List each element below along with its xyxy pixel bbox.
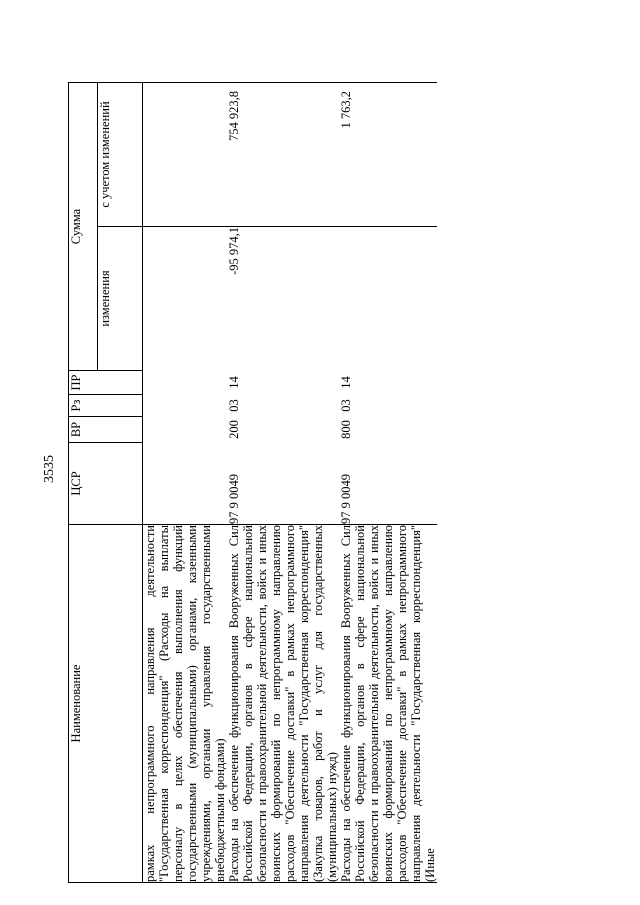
budget-table — [68, 82, 437, 883]
row-vr — [143, 417, 228, 443]
header-change: изменения — [98, 227, 143, 371]
row-name: Расходы на обеспечение функционирования Вооруженных Сил Российской Федерации, органов в сфере национальной безопасности и правоохранительной деятельности, войск и иных воинских формирований по непрограммному направлению расходов "Обеспечение доставки" в рамках непрограммного направления деятельности "Государственная корреспонденция" (Закупка товаров, работ и услуг для государственных (муниципальных) нужд) — [227, 525, 339, 882]
header-sum: Сумма — [69, 83, 98, 371]
table-row — [227, 83, 339, 883]
row-change: -95 974,1 — [227, 227, 339, 371]
row-pr: 14 — [339, 376, 353, 389]
row-name: Расходы на обеспечение функционирования Вооруженных Сил Российской Федерации, органов в сфере национальной безопасности и правоохранительной деятельности, войск и иных воинских формирований по непрограммному направлению расходов "Обеспечение доставки" в рамках непрограммного направления деятельности "Государственная корреспонденция" (Иные — [339, 525, 437, 882]
row-rz: 03 — [339, 399, 353, 412]
row-csr: 97 9 0049 — [339, 474, 353, 524]
row-total: 1 763,2 — [339, 83, 437, 227]
header-pr: ПР — [69, 371, 143, 395]
row-csr — [143, 443, 228, 525]
row-change — [339, 227, 437, 371]
table-row — [339, 83, 437, 883]
row-pr: 14 — [227, 376, 241, 389]
header-rz: Рз — [69, 395, 143, 417]
header-with-change: с учетом изменений — [98, 83, 143, 227]
row-name: рамках непрограммного направления деятельности "Государственная корреспонденция" (Расходы на выплаты персоналу в целях обеспечения выполнения функций государственными (муниципальными) органами, казенными учреждениями, органами управления государственными внебюджетными фондами) — [143, 525, 227, 882]
rotated-page — [68, 83, 598, 883]
row-total — [143, 83, 228, 227]
row-change — [143, 227, 228, 371]
row-vr: 200 — [227, 420, 241, 439]
header-name: Наименование — [69, 525, 143, 883]
row-total: 754 923,8 — [227, 83, 339, 227]
header-vr: ВР — [69, 417, 143, 443]
header-csr: ЦСР — [69, 443, 143, 525]
row-rz — [143, 395, 228, 417]
page-number: 3535 — [42, 455, 57, 483]
row-csr: 97 9 0049 — [227, 474, 241, 524]
row-rz: 03 — [227, 399, 241, 412]
table-row — [143, 83, 228, 883]
row-pr — [143, 371, 228, 395]
row-vr: 800 — [339, 420, 353, 439]
